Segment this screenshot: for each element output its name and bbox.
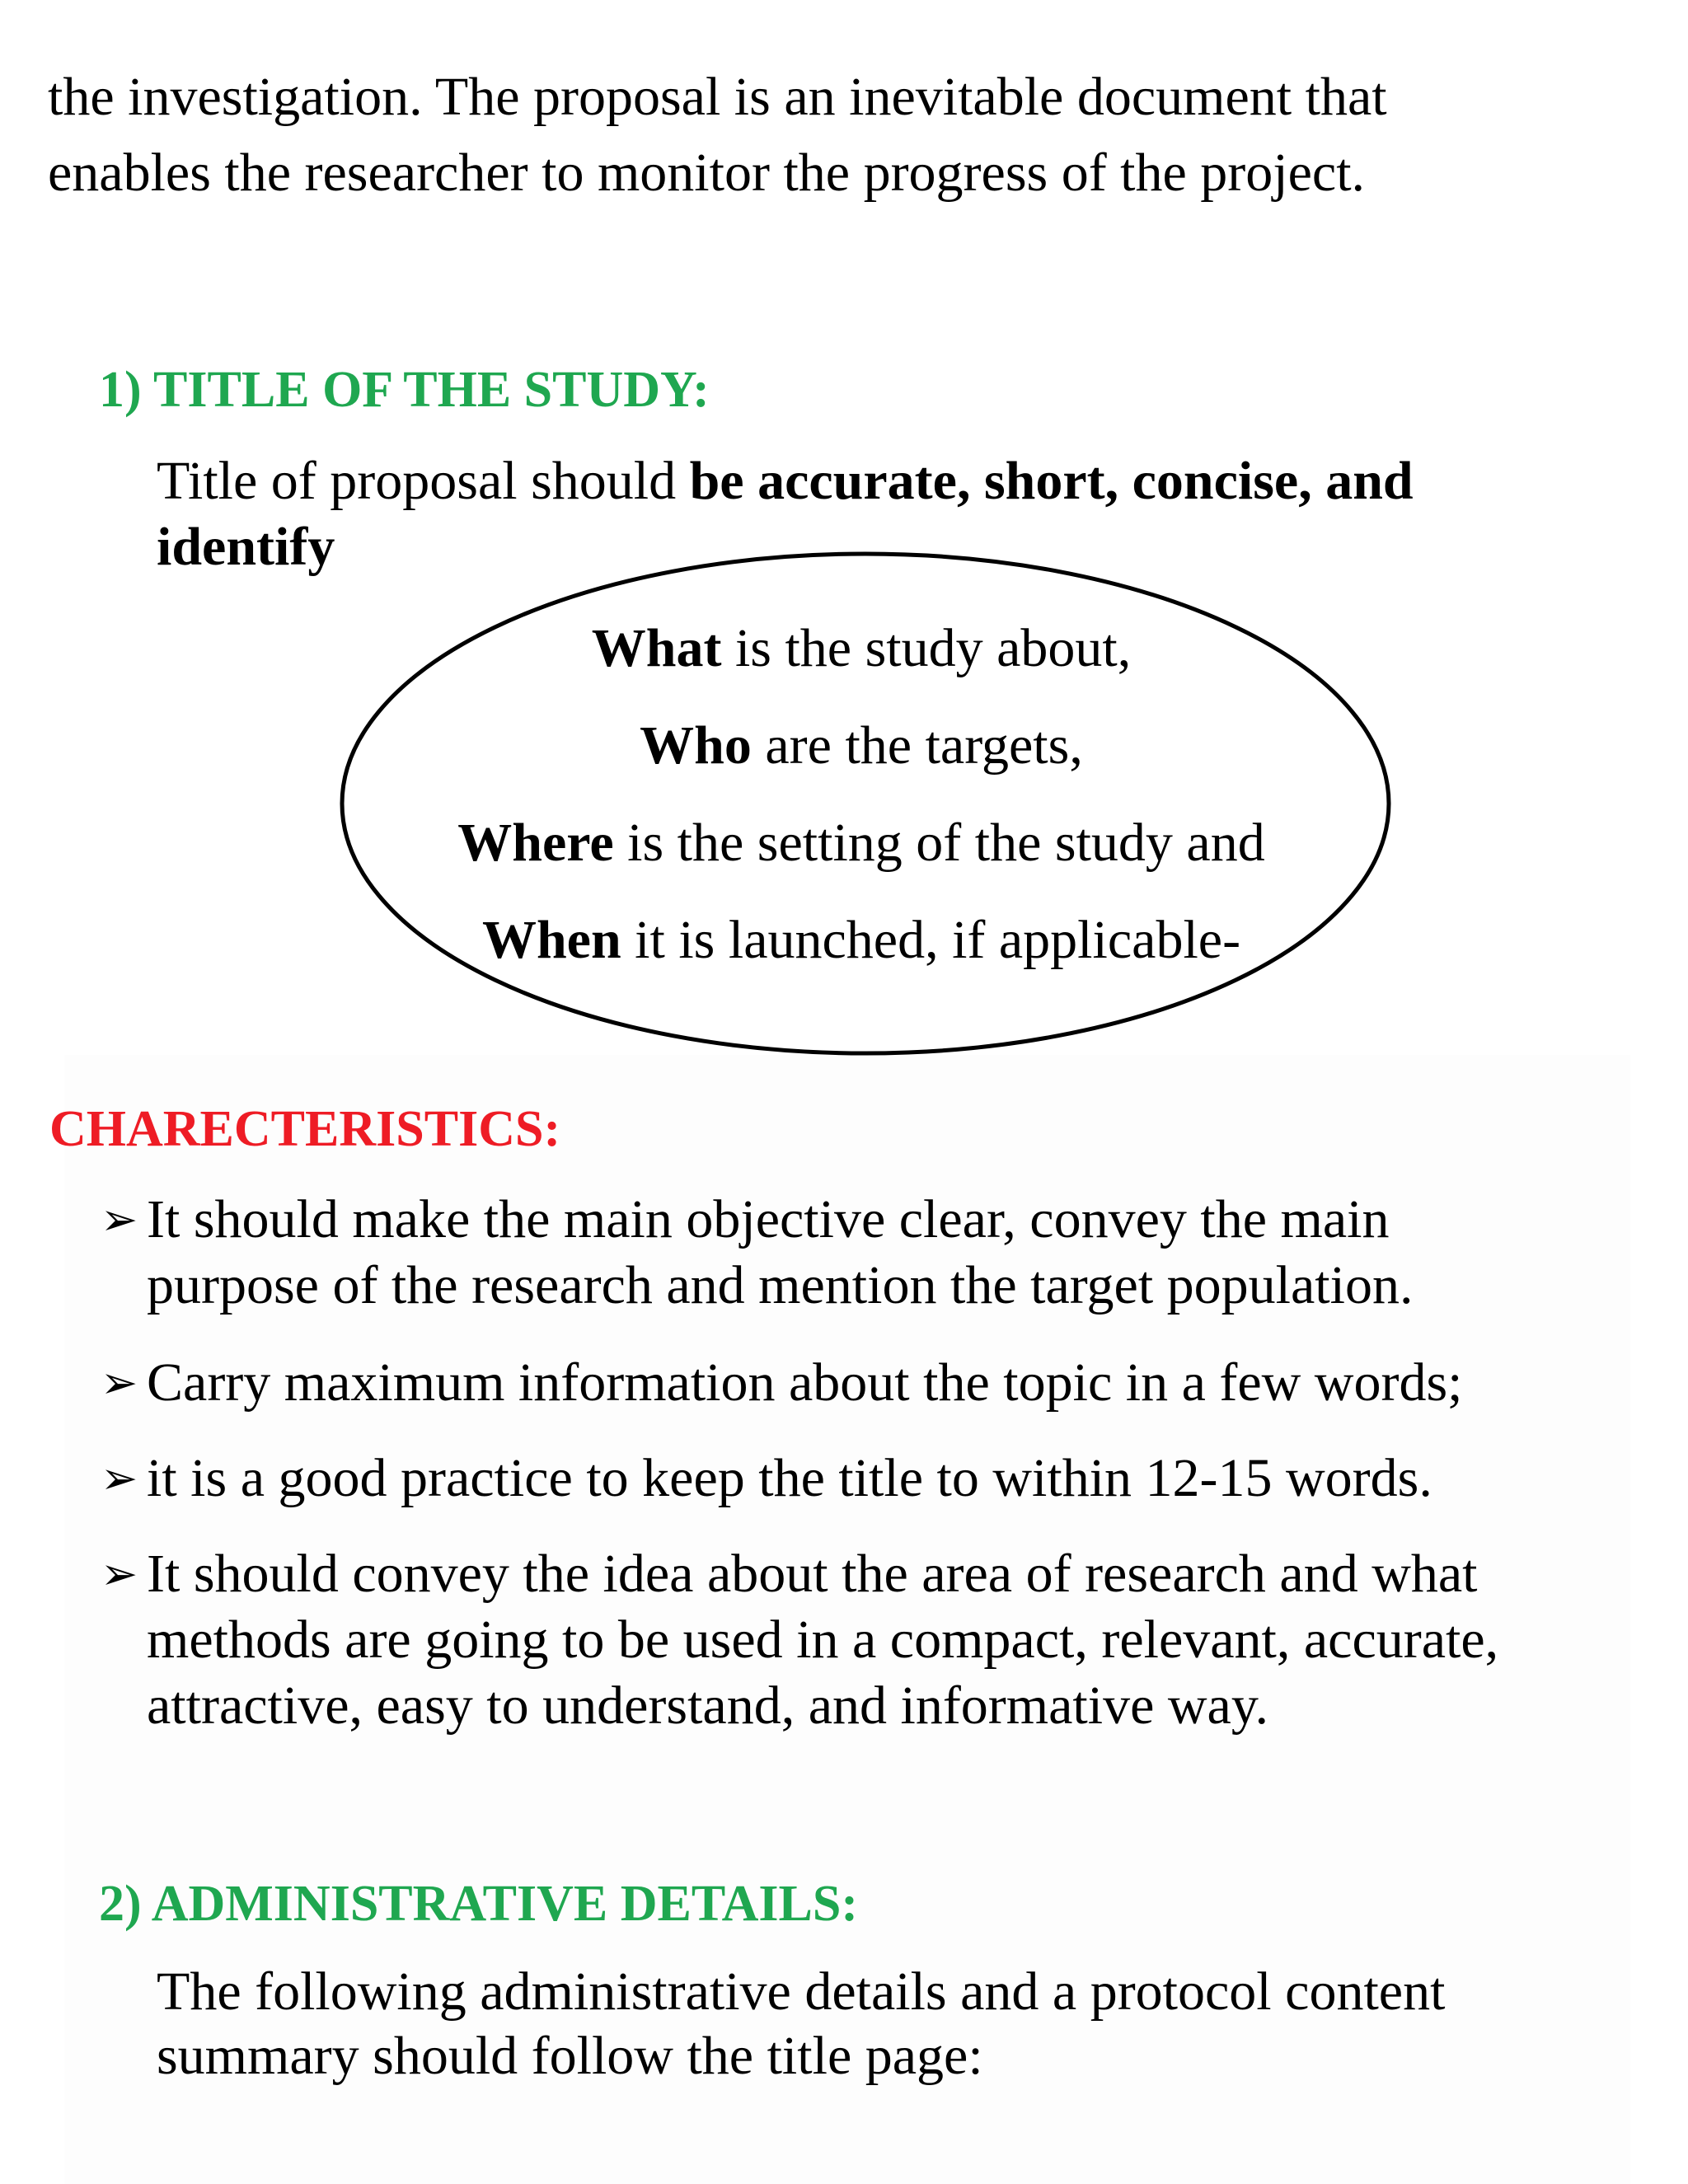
section-heading-title-of-study: 1) TITLE OF THE STUDY:	[99, 362, 710, 418]
section-heading-characteristics: CHARECTERISTICS:	[49, 1101, 561, 1157]
intro-line-1: the investigation. The proposal is an inevitable document that	[48, 67, 1387, 127]
list-item-line: attractive, easy to understand, and informative way.	[147, 1675, 1269, 1736]
ellipse-item-keyword: What	[591, 618, 722, 678]
arrow-bullet-icon: ➢	[101, 1193, 138, 1245]
ellipse-item-keyword: When	[481, 910, 621, 970]
list-item-line: It should convey the idea about the area of research and what	[147, 1544, 1478, 1604]
list-item	[101, 1541, 1498, 1739]
title-description-bold-line-2: identify	[157, 517, 335, 577]
list-item-line: it is a good practice to keep the title to within 12-15 words.	[147, 1448, 1432, 1508]
ellipse-item-where	[338, 810, 1385, 876]
ellipse-item-keyword: Who	[640, 715, 752, 776]
ellipse-item-who	[338, 713, 1385, 779]
ellipse-item-when	[338, 907, 1385, 973]
list-item	[101, 1187, 1413, 1319]
administrative-line-1: The following administrative details and a protocol content	[157, 1961, 1446, 2022]
list-item-line: It should make the main objective clear, convey the main	[147, 1189, 1390, 1249]
list-item-line: purpose of the research and mention the target population.	[147, 1255, 1414, 1315]
list-item-line: Carry maximum information about the topic in a few words;	[147, 1352, 1463, 1413]
ellipse-item-text: it is launched, if applicable-	[621, 910, 1241, 970]
administrative-details-paragraph	[157, 1960, 1445, 2088]
administrative-line-2: summary should follow the title page:	[157, 2026, 983, 2086]
section-heading-administrative-details: 2) ADMINISTRATIVE DETAILS:	[99, 1876, 858, 1932]
list-item	[101, 1446, 1432, 1512]
arrow-bullet-icon: ➢	[101, 1452, 138, 1504]
intro-paragraph	[48, 59, 1387, 211]
arrow-bullet-icon: ➢	[101, 1548, 138, 1600]
ellipse-item-text: are the targets,	[751, 715, 1083, 776]
ellipse-item-what	[338, 616, 1385, 682]
ellipse-item-keyword: Where	[457, 813, 614, 873]
intro-line-2: enables the researcher to monitor the progress of the project.	[48, 143, 1366, 203]
ellipse-item-text: is the setting of the study and	[613, 813, 1265, 873]
title-description-bold: be accurate, short, concise, and	[689, 451, 1414, 511]
title-criteria-ellipse	[338, 548, 1430, 1092]
list-item-line: methods are going to be used in a compact, relevant, accurate,	[147, 1610, 1499, 1670]
arrow-bullet-icon: ➢	[101, 1357, 138, 1408]
list-item	[101, 1350, 1462, 1417]
ellipse-item-text: is the study about,	[721, 618, 1132, 678]
title-description-prefix: Title of proposal should	[157, 451, 690, 511]
